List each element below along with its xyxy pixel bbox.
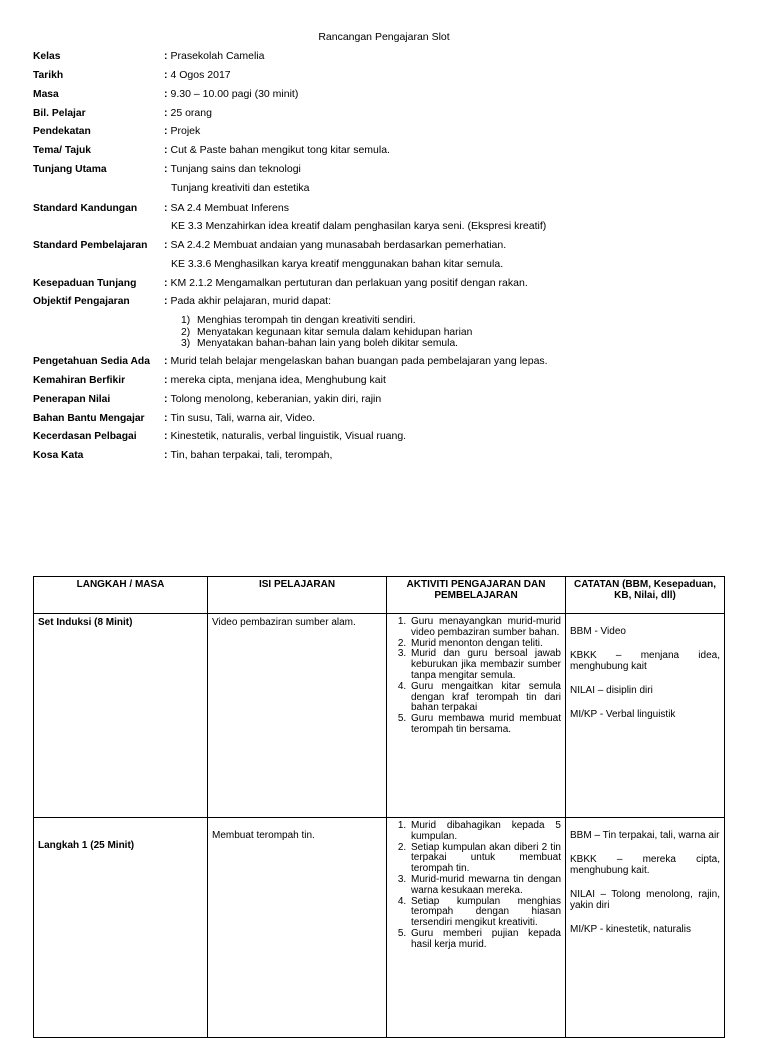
- objective-item: 1) Menghias terompah tin dengan kreativiti sendiri.: [181, 315, 416, 326]
- note-item: MI/KP - kinestetik, naturalis: [570, 924, 691, 935]
- activity-item: 1. Guru menayangkan murid-murid video pembaziran sumber bahan.: [409, 617, 561, 639]
- content-cell: Membuat terompah tin.: [208, 818, 387, 1038]
- info-value: : Projek: [164, 125, 201, 137]
- info-label: Tema/ Tajuk: [33, 145, 91, 156]
- info-label: Standard Kandungan: [33, 203, 138, 214]
- info-label: Kesepaduan Tunjang: [33, 278, 137, 289]
- note-item: BBM – Tin terpakai, tali, warna air: [570, 830, 720, 841]
- objectives-list: [181, 315, 472, 350]
- note-item: KBKK – menjana idea, menghubung kait: [570, 650, 720, 672]
- info-label: Pendekatan: [33, 126, 91, 137]
- info-value: : Tolong menolong, keberanian, yakin diri, rajin: [164, 393, 382, 405]
- info-value: : Pada akhir pelajaran, murid dapat:: [164, 295, 332, 307]
- step-cell: Set Induksi (8 Minit): [34, 614, 208, 818]
- activity-item: 5. Guru memberi pujian kepada hasil kerja murid.: [409, 929, 561, 951]
- info-value: : mereka cipta, menjana idea, Menghubung kait: [164, 374, 386, 386]
- info-label: Tarikh: [33, 70, 64, 81]
- activity-item: 1. Murid dibahagikan kepada 5 kumpulan.: [409, 821, 561, 843]
- info-label: Kemahiran Berfikir: [33, 375, 126, 386]
- note-item: NILAI – Tolong menolong, rajin, yakin diri: [570, 889, 720, 911]
- info-label: Kelas: [33, 51, 61, 62]
- info-value: : Murid telah belajar mengelaskan bahan buangan pada pembelajaran yang lepas.: [164, 355, 548, 367]
- activities-cell: [387, 818, 566, 1038]
- activity-item: 2. Setiap kumpulan akan diberi 2 tin terpakai untuk membuat terompah tin.: [409, 843, 561, 875]
- note-item: MI/KP - Verbal linguistik: [570, 709, 676, 720]
- info-value-continued: Tunjang kreativiti dan estetika: [171, 182, 310, 194]
- header-langkah: LANGKAH / MASA: [34, 577, 208, 614]
- note-item: KBKK – mereka cipta, menghubung kait.: [570, 854, 720, 876]
- activities-cell: [387, 614, 566, 818]
- info-value: : 25 orang: [164, 107, 212, 119]
- objective-item: 3) Menyatakan bahan-bahan lain yang boleh dikitar semula.: [181, 338, 459, 349]
- activity-item: 4. Setiap kumpulan menghias terompah dengan hiasan tersendiri mengikut kreativiti.: [409, 897, 561, 929]
- info-value-continued: KE 3.3 Menzahirkan idea kreatif dalam penghasilan karya seni. (Ekspresi kreatif): [171, 220, 547, 232]
- note-item: BBM - Video: [570, 626, 626, 637]
- activity-item: 4. Guru mengaitkan kitar semula dengan kraf terompah tin dari bahan terpakai: [409, 682, 561, 714]
- notes-cell: [566, 818, 725, 1038]
- info-label: Pengetahuan Sedia Ada: [33, 356, 150, 367]
- objective-item: 2) Menyatakan kegunaan kitar semula dalam kehidupan harian: [181, 326, 473, 338]
- info-label: Bahan Bantu Mengajar: [33, 413, 145, 424]
- info-label: Tunjang Utama: [33, 164, 107, 175]
- info-value: : 4 Ogos 2017: [164, 69, 231, 81]
- info-label: Objektif Pengajaran: [33, 296, 130, 307]
- info-label: Standard Pembelajaran: [33, 240, 148, 251]
- activity-item: 5. Guru membawa murid membuat terompah tin bersama.: [409, 714, 561, 736]
- info-value: : Prasekolah Camelia: [164, 50, 265, 62]
- table-row: [34, 818, 725, 1038]
- info-value: : SA 2.4 Membuat Inferens: [164, 202, 289, 214]
- info-value: : Cut & Paste bahan mengikut tong kitar semula.: [164, 144, 390, 156]
- info-label: Penerapan Nilai: [33, 394, 111, 405]
- info-label: Kecerdasan Pelbagai: [33, 431, 137, 442]
- header-aktiviti: AKTIVITI PENGAJARAN DAN PEMBELAJARAN: [387, 577, 566, 614]
- lesson-table: [33, 576, 725, 1038]
- info-value: : 9.30 – 10.00 pagi (30 minit): [164, 88, 299, 100]
- info-value: : Kinestetik, naturalis, verbal linguistik, Visual ruang.: [164, 430, 407, 442]
- info-label: Masa: [33, 89, 59, 100]
- step-cell: Langkah 1 (25 Minit): [34, 818, 208, 1038]
- activity-item: 3. Murid-murid mewarna tin dengan warna kesukaan mereka.: [409, 875, 561, 897]
- info-value: : SA 2.4.2 Membuat andaian yang munasabah berdasarkan pemerhatian.: [164, 239, 507, 251]
- info-value: : KM 2.1.2 Mengamalkan pertuturan dan perlakuan yang positif dengan rakan.: [164, 277, 528, 289]
- info-value: : Tin, bahan terpakai, tali, terompah,: [164, 449, 333, 461]
- info-label: Bil. Pelajar: [33, 108, 86, 119]
- header-catatan: CATATAN (BBM, Kesepaduan, KB, Nilai, dll): [566, 577, 725, 614]
- document-title: Rancangan Pengajaran Slot: [318, 31, 450, 43]
- notes-cell: [566, 614, 725, 818]
- header-isi: ISI PELAJARAN: [208, 577, 387, 614]
- info-value-continued: KE 3.3.6 Menghasilkan karya kreatif menggunakan bahan kitar semula.: [171, 258, 504, 270]
- note-item: NILAI – disiplin diri: [570, 685, 653, 696]
- activity-item: 2. Murid menonton dengan teliti.: [409, 639, 561, 650]
- info-value: : Tunjang sains dan teknologi: [164, 163, 301, 175]
- content-cell: Video pembaziran sumber alam.: [208, 614, 387, 818]
- info-label: Kosa Kata: [33, 450, 84, 461]
- activity-item: 3. Murid dan guru bersoal jawab keburukan jika membazir sumber tanpa mengitar semula.: [409, 649, 561, 681]
- info-value: : Tin susu, Tali, warna air, Video.: [164, 412, 316, 424]
- table-row: [34, 614, 725, 818]
